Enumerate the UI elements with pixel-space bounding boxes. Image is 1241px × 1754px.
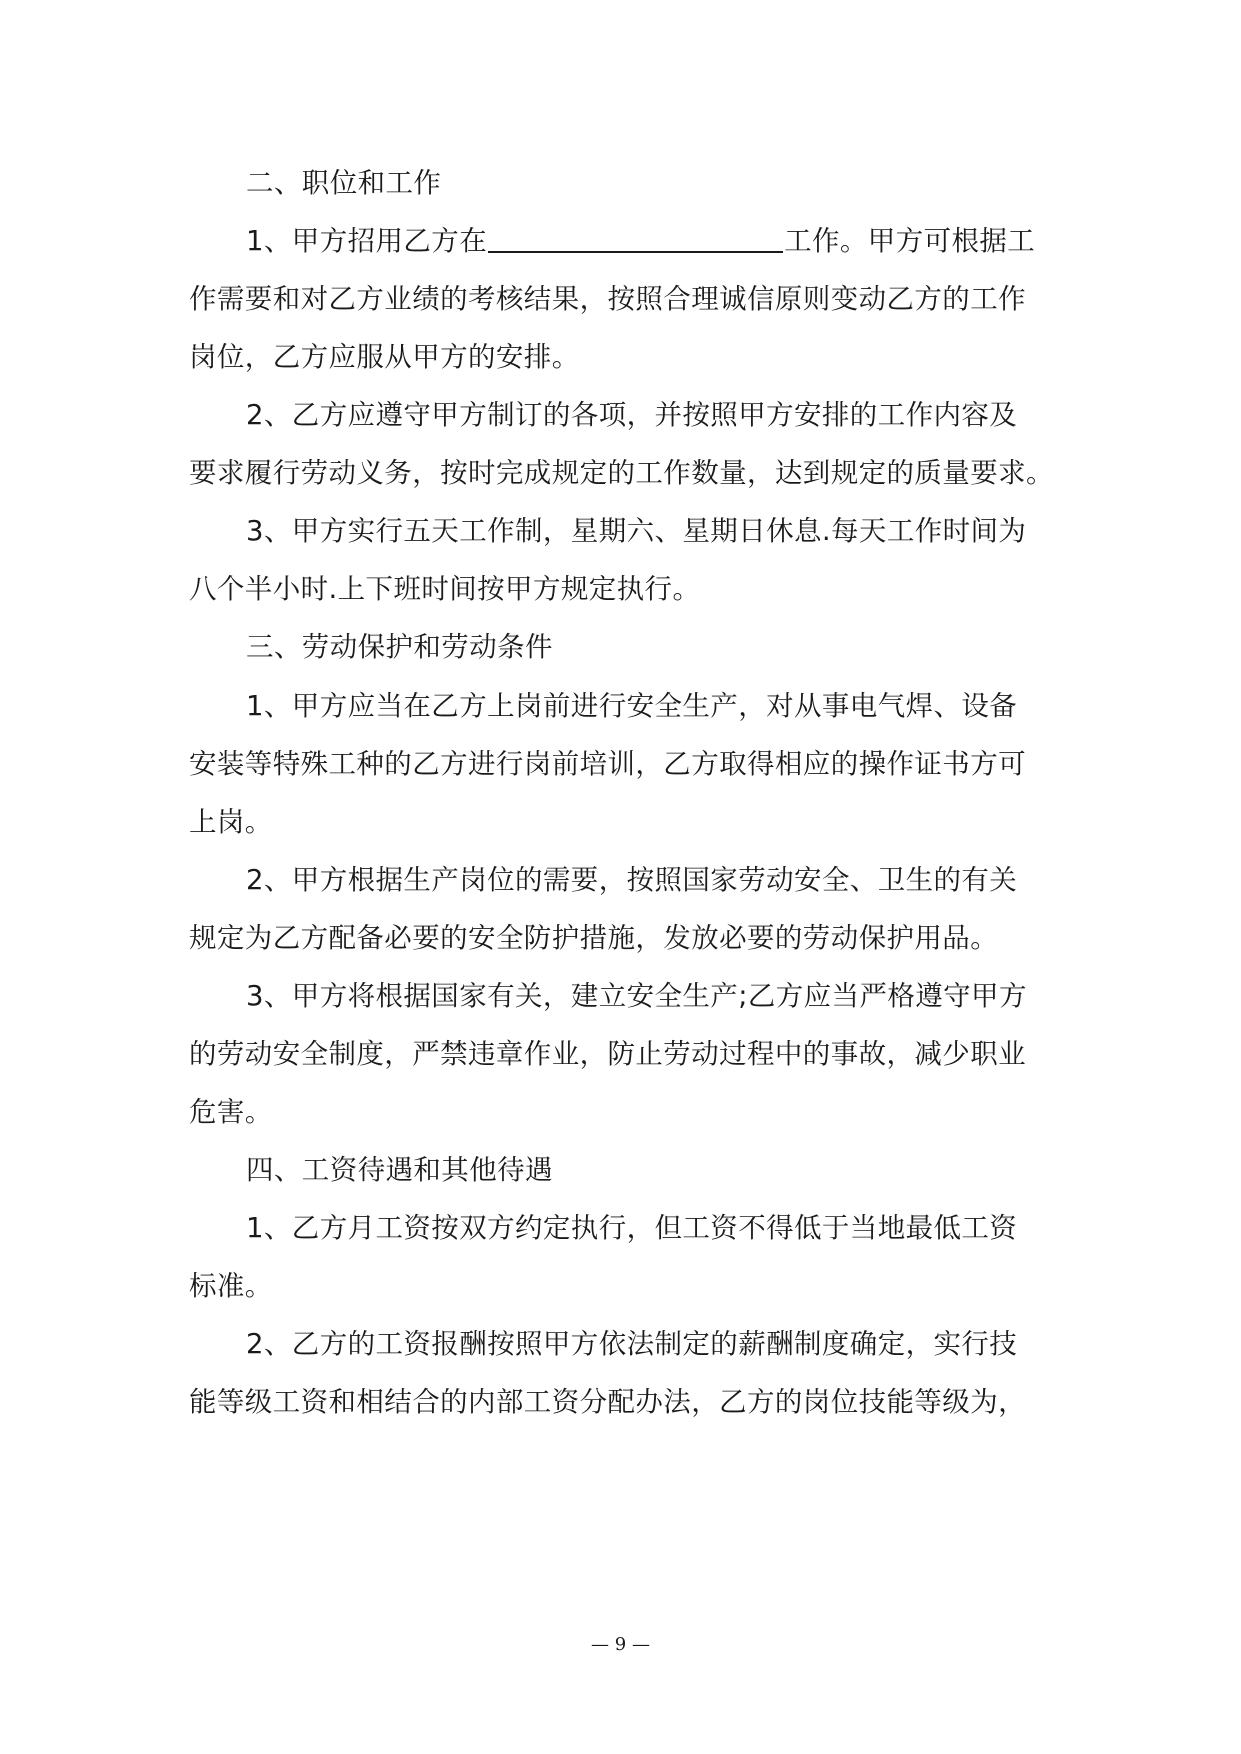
paragraph-line: 要求履行劳动义务，按时完成规定的工作数量，达到规定的质量要求。	[189, 457, 1054, 489]
section-heading-position-and-work: 二、职位和工作	[246, 167, 442, 199]
paragraph-line: 2、乙方的工资报酬按照甲方依法制定的薪酬制度确定，实行技	[246, 1328, 1018, 1360]
paragraph-line: 危害。	[189, 1096, 273, 1128]
paragraph-line: 能等级工资和相结合的内部工资分配办法，乙方的岗位技能等级为，	[189, 1386, 1026, 1418]
section-heading-labor-protection: 三、劳动保护和劳动条件	[246, 631, 553, 663]
paragraph-line: 1、甲方应当在乙方上岗前进行安全生产，对从事电气焊、设备	[246, 690, 1018, 722]
paragraph-line	[246, 221, 1035, 261]
paragraph-line: 2、乙方应遵守甲方制订的各项，并按照甲方安排的工作内容及	[246, 399, 1018, 431]
paragraph-line: 安装等特殊工种的乙方进行岗前培训，乙方取得相应的操作证书方可	[189, 748, 1026, 780]
paragraph-text: 工作。甲方可根据工	[784, 225, 1036, 257]
paragraph-line: 上岗。	[189, 806, 273, 838]
paragraph-line: 1、乙方月工资按双方约定执行，但工资不得低于当地最低工资	[246, 1212, 1018, 1244]
paragraph-line: 3、甲方将根据国家有关，建立安全生产;乙方应当严格遵守甲方	[246, 980, 1027, 1012]
paragraph-text: 1、甲方招用乙方在	[246, 225, 488, 257]
paragraph-line: 八个半小时.上下班时间按甲方规定执行。	[189, 573, 701, 605]
paragraph-line: 作需要和对乙方业绩的考核结果，按照合理诚信原则变动乙方的工作	[189, 283, 1026, 315]
paragraph-line: 规定为乙方配备必要的安全防护措施，发放必要的劳动保护用品。	[189, 922, 999, 954]
fill-in-blank[interactable]	[488, 223, 783, 253]
paragraph-line: 3、甲方实行五天工作制，星期六、星期日休息.每天工作时间为	[246, 515, 1027, 547]
paragraph-line: 标准。	[189, 1270, 273, 1302]
paragraph-line: 的劳动安全制度，严禁违章作业，防止劳动过程中的事故，减少职业	[189, 1038, 1026, 1070]
paragraph-line: 岗位，乙方应服从甲方的安排。	[189, 341, 580, 373]
section-heading-wages-and-benefits: 四、工资待遇和其他待遇	[246, 1154, 553, 1186]
page-number: — 9 —	[591, 1634, 650, 1655]
paragraph-line: 2、甲方根据生产岗位的需要，按照国家劳动安全、卫生的有关	[246, 864, 1018, 896]
